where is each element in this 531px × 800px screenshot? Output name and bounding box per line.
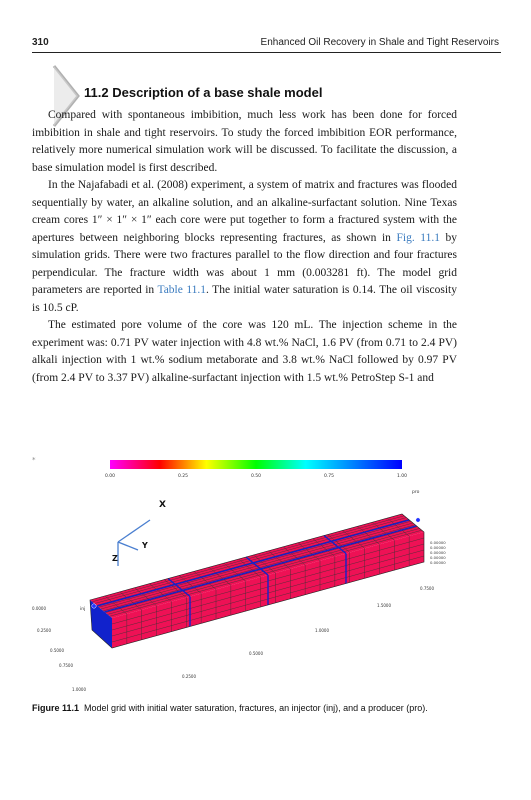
grid-tick-label: 0.5000 <box>50 648 64 653</box>
grid-tick-label: 0.0000 <box>32 606 46 611</box>
legend-value: 0.00000 <box>430 550 446 555</box>
colorbar <box>110 460 402 469</box>
injector-label: inj <box>80 607 86 612</box>
legend-value: 0.00000 <box>430 540 446 545</box>
producer-label: pro <box>412 490 420 495</box>
figure-caption-text: Model grid with initial water saturation, fractures, an injector (inj), and a producer (pro). <box>84 703 428 713</box>
paragraph-text: The estimated pore volume of the core was 120 mL. The injection scheme in the experiment was: 0.71 PV water injection with 4.8 wt.% NaCl, 1.6 PV (from 0.71 to 2.4 PV) alkali injection with 1 wt.% sodium metaborate and 3.8 wt.% NaCl followed by 0.97 PV (from 2.4 PV to 3.37 PV) alkaline-surfactant injection with 1.5 wt.% PetroStep S-1 and <box>32 319 457 384</box>
grid-tick-label: 0.2500 <box>37 628 51 633</box>
colorbar-tick-label: 0.50 <box>250 474 262 479</box>
page-number: 310 <box>32 37 49 48</box>
legend-value: 0.00000 <box>430 545 446 550</box>
x-axis-label: X <box>159 500 166 510</box>
corner-mark: * <box>32 456 36 464</box>
paragraph <box>32 107 457 177</box>
section-title <box>84 85 322 100</box>
figure-label: Figure 11.1 <box>32 703 80 713</box>
grid-tick-label: 1.0000 <box>315 628 329 633</box>
colorbar-tick-label: 1.00 <box>396 474 408 479</box>
legend-value: 0.00000 <box>430 560 446 565</box>
cross-reference-link[interactable]: Table 11.1 <box>157 284 207 296</box>
paragraph <box>32 177 457 317</box>
model-grid-figure <box>32 450 462 698</box>
producer-well-marker <box>416 518 420 522</box>
grid-tick-label: 0.5000 <box>249 651 263 656</box>
y-axis-label: Y <box>142 541 148 550</box>
paragraph-text: In the Najafabadi et al. (2008) experiment, a system of matrix and fractures was flooded sequentially by water, an alkaline solution, and an alkaline-surfactant solution. Nine Texas cream cores 1″ × 1″ × 1″ each core were put together to form a fractured system with the apertures between neighboring blocks representing fractures, as shown in <box>32 179 457 244</box>
paragraph-text: by simulation grids. There were two fractures parallel to the flow direction and four fractures perpendicular. The fracture width was about 1 mm (0.003281 ft). The model grid parameters are reported in <box>32 231 458 296</box>
section-title-text: Description of a base shale model <box>112 85 323 100</box>
colorbar-tick-label: 0.75 <box>323 474 335 479</box>
colorbar-tick-label: 0.25 <box>177 474 189 479</box>
grid-tick-label: 0.7500 <box>59 663 73 668</box>
injector-well-marker <box>92 604 96 608</box>
page-header <box>32 36 501 53</box>
x-axis-arrow <box>118 520 150 542</box>
paragraph <box>32 317 457 387</box>
y-axis-arrow <box>118 542 138 550</box>
paragraph-text: . The initial water saturation is 0.14. The oil viscosity is 10.5 cP. <box>32 284 458 314</box>
colorbar-tick-label: 0.00 <box>104 474 116 479</box>
section-number: 11.2 <box>84 85 109 100</box>
grid-tick-label: 1.5000 <box>377 603 391 608</box>
grid-tick-label: 1.0000 <box>72 687 86 692</box>
body-text <box>32 107 457 387</box>
running-head: Enhanced Oil Recovery in Shale and Tight Reservoirs <box>260 37 499 48</box>
legend-value: 0.00000 <box>430 555 446 560</box>
figure-caption <box>32 702 462 714</box>
cross-reference-link[interactable]: Fig. 11.1 <box>396 231 440 244</box>
grid-tick-label: 0.2500 <box>182 674 196 679</box>
z-axis-label: Z <box>112 554 118 563</box>
grid-tick-label: 0.7500 <box>420 586 434 591</box>
paragraph-text: Compared with spontaneous imbibition, much less work has been done for forced imbibition in shale and tight reservoirs. To study the forced imbibition EOR performance, relatively more numerical simulation work will be discussed. To facilitate the discussion, a base simulation model is first described. <box>32 109 457 174</box>
